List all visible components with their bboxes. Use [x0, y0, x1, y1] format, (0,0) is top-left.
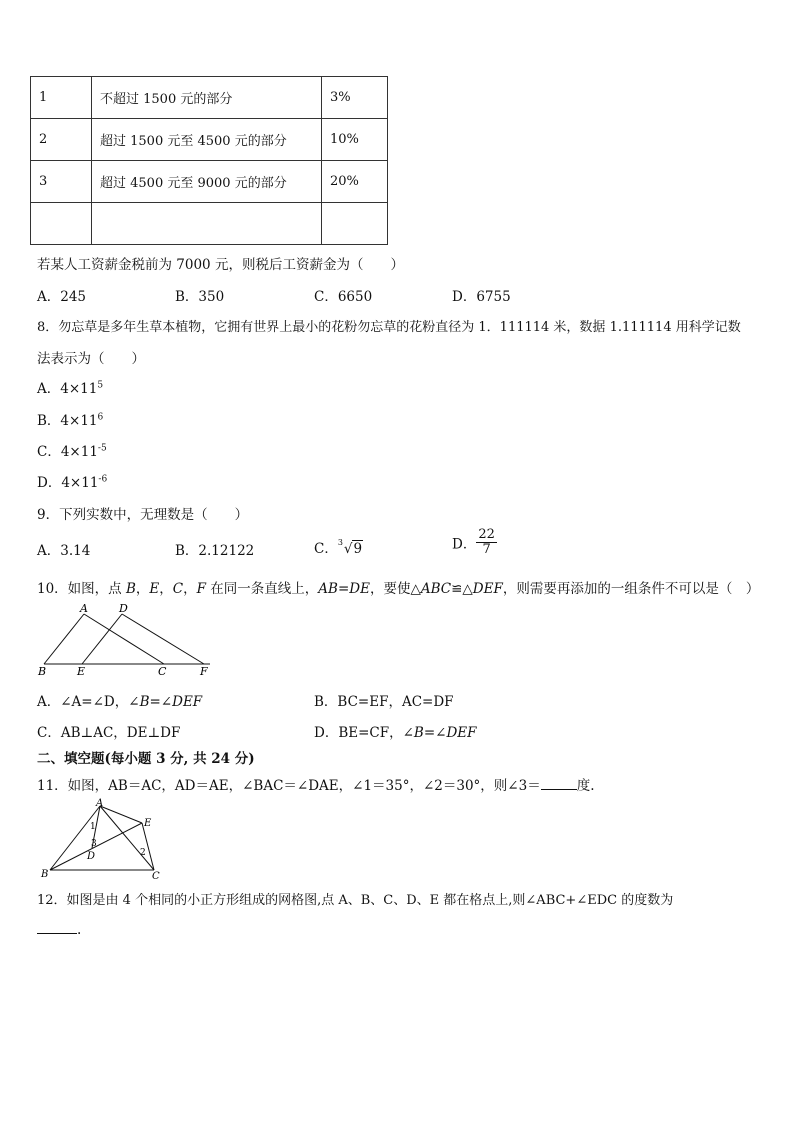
q10-stem: 10．如图，点 B，E，C，F 在同一条直线上，AB=DE，要使△ABC≌△DEF，则需要再添加的一组条件不可以是（ ） [37, 581, 760, 597]
table-row [31, 203, 388, 245]
label-c: C [158, 665, 167, 678]
table-cell: 不超过 1500 元的部分 [92, 77, 322, 119]
q8-option-d: D．$4\times 11^{-6}$ [37, 474, 108, 491]
q8-option-a: A．$4\times 11^5$ [37, 380, 104, 397]
q10-option-d: D．BE=CF，∠B=∠DEF [314, 725, 477, 741]
q12-stem: 12．如图是由 4 个相同的小正方形组成的网格图,点 A、B、C、D、E 都在格点上,则∠ABC+∠EDC 的度数为 [37, 893, 674, 908]
table-row [31, 77, 388, 119]
table-row [31, 119, 388, 161]
q10-option-a: A．∠A=∠D，∠B=∠DEF [37, 694, 203, 710]
radical-index: 3 [337, 538, 343, 547]
q11-figure [34, 798, 174, 880]
q9-option-a: A．3.14 [37, 543, 91, 559]
table-cell: 10% [322, 119, 388, 161]
q8-option-c: C．$4\times 11^{-5}$ [37, 443, 107, 460]
q7-option-a: A．245 [37, 289, 87, 305]
label-b: B [41, 869, 49, 880]
label-angle-1: 1 [90, 822, 96, 832]
label-angle-3: 3 [91, 839, 97, 849]
q7-option-d: D．6755 [452, 289, 511, 305]
label-d: D [87, 851, 96, 862]
table-cell: 超过 1500 元至 4500 元的部分 [92, 119, 322, 161]
q9-option-b: B．2.12122 [175, 543, 255, 559]
table-cell: 3 [31, 161, 92, 203]
table-cell: 3% [322, 77, 388, 119]
q10-option-c: C．AB⊥AC，DE⊥DF [37, 725, 181, 741]
segment-ed [82, 614, 122, 664]
table-cell: 20% [322, 161, 388, 203]
q10-figure [34, 604, 214, 678]
q10-option-b: B．BC=EF，AC=DF [314, 694, 454, 710]
q9-stem: 9．下列实数中，无理数是（ ） [37, 507, 249, 523]
label-a: A [96, 798, 104, 809]
section-title: 二、填空题(每小题 3 分, 共 24 分) [37, 751, 255, 767]
table-cell [92, 203, 322, 245]
label-e: E [144, 818, 152, 829]
label-c: C [152, 871, 160, 880]
q12-answer-line: . [37, 921, 81, 938]
q7-stem: 若某人工资薪金税前为 7000 元，则税后工资薪金为（ ） [37, 257, 404, 273]
label-a: A [80, 604, 88, 615]
answer-blank [541, 777, 577, 790]
table-cell: 1 [31, 77, 92, 119]
q8-stem-line1: 8．勿忘草是多年生草本植物，它拥有世界上最小的花粉勿忘草的花粉直径为 1．111114 米，数据 1.111114 用科学记数 [37, 320, 741, 335]
table-cell [322, 203, 388, 245]
label-b: B [38, 665, 47, 678]
label-d: D [119, 604, 128, 615]
segment-ac [84, 614, 164, 664]
q7-option-c: C．6650 [314, 289, 373, 305]
q11-stem: 11．如图，AB＝AC，AD＝AE，∠BAC＝∠DAE，∠1＝35°，∠2＝30°，则∠3＝ 度. [37, 778, 595, 794]
q8-stem-line2: 法表示为（ ） [37, 351, 145, 367]
label-e: E [77, 665, 86, 678]
label-f: F [200, 665, 208, 678]
label-angle-2: 2 [140, 848, 146, 858]
answer-blank [37, 921, 77, 934]
q9-option-c: C． 3 √9 [314, 538, 363, 557]
table-cell: 2 [31, 119, 92, 161]
table-cell [31, 203, 92, 245]
q9-option-d: D． $\frac{22}{7}$ [452, 527, 495, 557]
segment-ab [44, 614, 84, 664]
table-row [31, 161, 388, 203]
segment-ae [100, 806, 142, 823]
q8-option-b: B．$4\times 11^6$ [37, 412, 104, 429]
radical-sign-icon: √ [343, 541, 353, 557]
segment-df [122, 614, 204, 664]
table-cell: 超过 4500 元至 9000 元的部分 [92, 161, 322, 203]
tax-table [30, 76, 388, 245]
q7-option-b: B．350 [175, 289, 225, 305]
